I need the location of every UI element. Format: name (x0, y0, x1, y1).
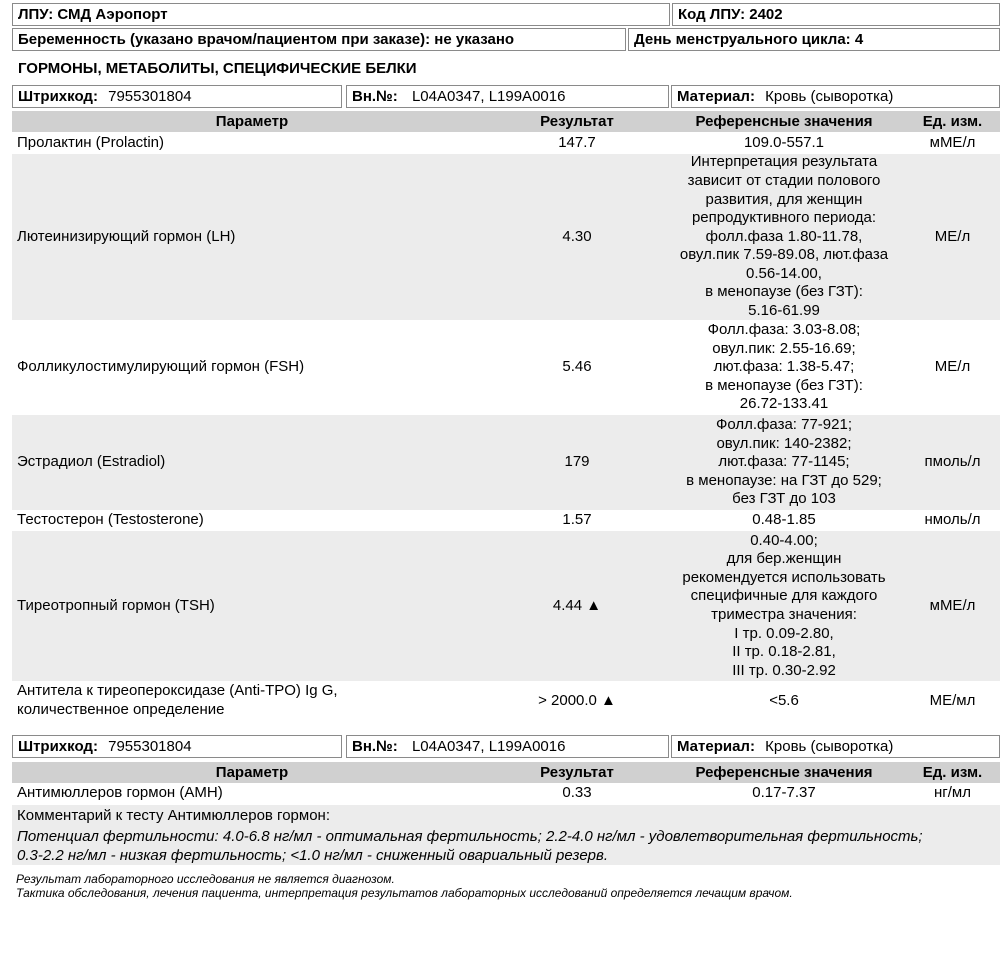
unit: мМЕ/л (929, 134, 976, 152)
param-name: Тиреотропный гормон (TSH) (17, 596, 215, 614)
internal-number-value: L04A0347, L199A0016 (411, 88, 566, 105)
barcode-field (12, 85, 342, 108)
material-field (671, 85, 1000, 108)
col-unit: Ед. изм. (922, 113, 983, 130)
result-value: 4.30 (562, 227, 592, 245)
internal-number-field (346, 85, 669, 108)
table-row (12, 783, 1000, 804)
reference-range: 0.40-4.00; для бер.женщин рекомендуется использовать специфичные для каждого триместра значения: I тр. 0.09-2.80, II тр. 0.18-2.81, III тр. 0.30-2.92 (682, 531, 886, 679)
unit: МЕ/л (934, 358, 971, 376)
lpu-code: Код ЛПУ: 2402 (672, 3, 1000, 26)
result-value: 147.7 (558, 134, 596, 152)
cycle-day: День менструального цикла: 4 (628, 28, 1000, 51)
table-row (12, 531, 1000, 681)
param-name: Антимюллеров гормон (АМН) (17, 784, 223, 802)
col-param: Параметр (215, 764, 289, 781)
material-value: Кровь (сыворотка) (765, 88, 894, 105)
result-value: 0.33 (562, 784, 592, 802)
unit: МЕ/мл (929, 691, 976, 709)
col-result: Результат (540, 764, 614, 781)
reference-range: Фолл.фаза: 77-921; овул.пик: 140-2382; лют.фаза: 77-1145; в менопаузе: на ГЗТ до 529; без ГЗТ до 103 (686, 416, 882, 508)
unit: МЕ/л (934, 227, 971, 245)
unit: пмоль/л (924, 453, 981, 471)
table-row (12, 320, 1000, 415)
param-name: Лютеинизирующий гормон (LH) (17, 227, 236, 245)
barcode-label: Штрихкод: (18, 738, 98, 755)
table-header (12, 762, 1000, 783)
barcode-value: 7955301804 (108, 88, 192, 105)
internal-number-label: Вн.№: (352, 738, 398, 755)
param-name: Фолликулостимулирующий гормон (FSH) (17, 358, 305, 376)
amh-comment (12, 805, 1000, 865)
pregnancy-status: Беременность (указано врачом/пациентом при заказе): не указано (12, 28, 626, 51)
table-header (12, 111, 1000, 132)
table-row (12, 510, 1000, 531)
table-row (12, 133, 1000, 154)
param-name: Антитела к тиреопероксидазе (Anti-TPO) Ig G, количественное определение (17, 682, 338, 718)
unit: нмоль/л (924, 511, 981, 529)
result-value: 179 (564, 453, 590, 471)
reference-range: <5.6 (769, 691, 799, 709)
material-field (671, 735, 1000, 758)
barcode-value: 7955301804 (108, 738, 192, 755)
reference-range: 0.17-7.37 (752, 784, 816, 802)
material-label: Материал: (677, 738, 755, 755)
barcode-label: Штрихкод: (18, 88, 98, 105)
comment-line-2: 0.3-2.2 нг/мл - низкая фертильность; <1.0 нг/мл - сниженный овариальный резерв. (17, 847, 608, 864)
material-label: Материал: (677, 88, 755, 105)
result-value: 4.44 ▲ (552, 596, 602, 614)
unit: нг/мл (934, 784, 971, 802)
col-result: Результат (540, 113, 614, 130)
table-row (12, 154, 1000, 320)
reference-range: 0.48-1.85 (752, 511, 816, 529)
unit: мМЕ/л (929, 596, 976, 614)
comment-line-1: Потенциал фертильности: 4.0-6.8 нг/мл - оптимальная фертильность; 2.2-4.0 нг/мл - удовлетворительная фертильность; (17, 828, 923, 845)
section-title: ГОРМОНЫ, МЕТАБОЛИТЫ, СПЕЦИФИЧЕСКИЕ БЕЛКИ (18, 60, 417, 77)
lpu-name: ЛПУ: СМД Аэропорт (12, 3, 670, 26)
reference-range: Фолл.фаза: 3.03-8.08; овул.пик: 2.55-16.69; лют.фаза: 1.38-5.47; в менопаузе (без ГЗТ): 26.72-133.41 (705, 321, 863, 413)
internal-number-field (346, 735, 669, 758)
col-param: Параметр (215, 113, 289, 130)
param-name: Эстрадиол (Estradiol) (17, 453, 166, 471)
result-value: > 2000.0 ▲ (538, 691, 616, 709)
internal-number-value: L04A0347, L199A0016 (411, 738, 566, 755)
barcode-field (12, 735, 342, 758)
comment-title: Комментарий к тесту Антимюллеров гормон: (17, 807, 330, 824)
col-ref: Референсные значения (695, 113, 873, 130)
reference-range: Интерпретация результата зависит от стадии полового развития, для женщин репродуктивного периода: фолл.фаза 1.80-11.78, овул.пик 7.59-89.08, лют.фаза 0.56-14.00, в менопаузе (без ГЗТ): 5.16-61.99 (679, 153, 889, 320)
disclaimer-line-1: Результат лабораторного исследования не является диагнозом. (16, 872, 395, 886)
internal-number-label: Вн.№: (352, 88, 398, 105)
col-unit: Ед. изм. (922, 764, 983, 781)
result-value: 1.57 (562, 511, 592, 529)
col-ref: Референсные значения (695, 764, 873, 781)
reference-range: 109.0-557.1 (743, 134, 825, 152)
param-name: Тестостерон (Testosterone) (17, 511, 204, 529)
disclaimer-line-2: Тактика обследования, лечения пациента, интерпретация результатов лабораторных исследований определяется лечащим врачом. (16, 886, 793, 900)
param-name: Пролактин (Prolactin) (17, 134, 165, 152)
material-value: Кровь (сыворотка) (765, 738, 894, 755)
result-value: 5.46 (562, 358, 592, 376)
table-row (12, 415, 1000, 510)
table-row (12, 681, 1000, 721)
